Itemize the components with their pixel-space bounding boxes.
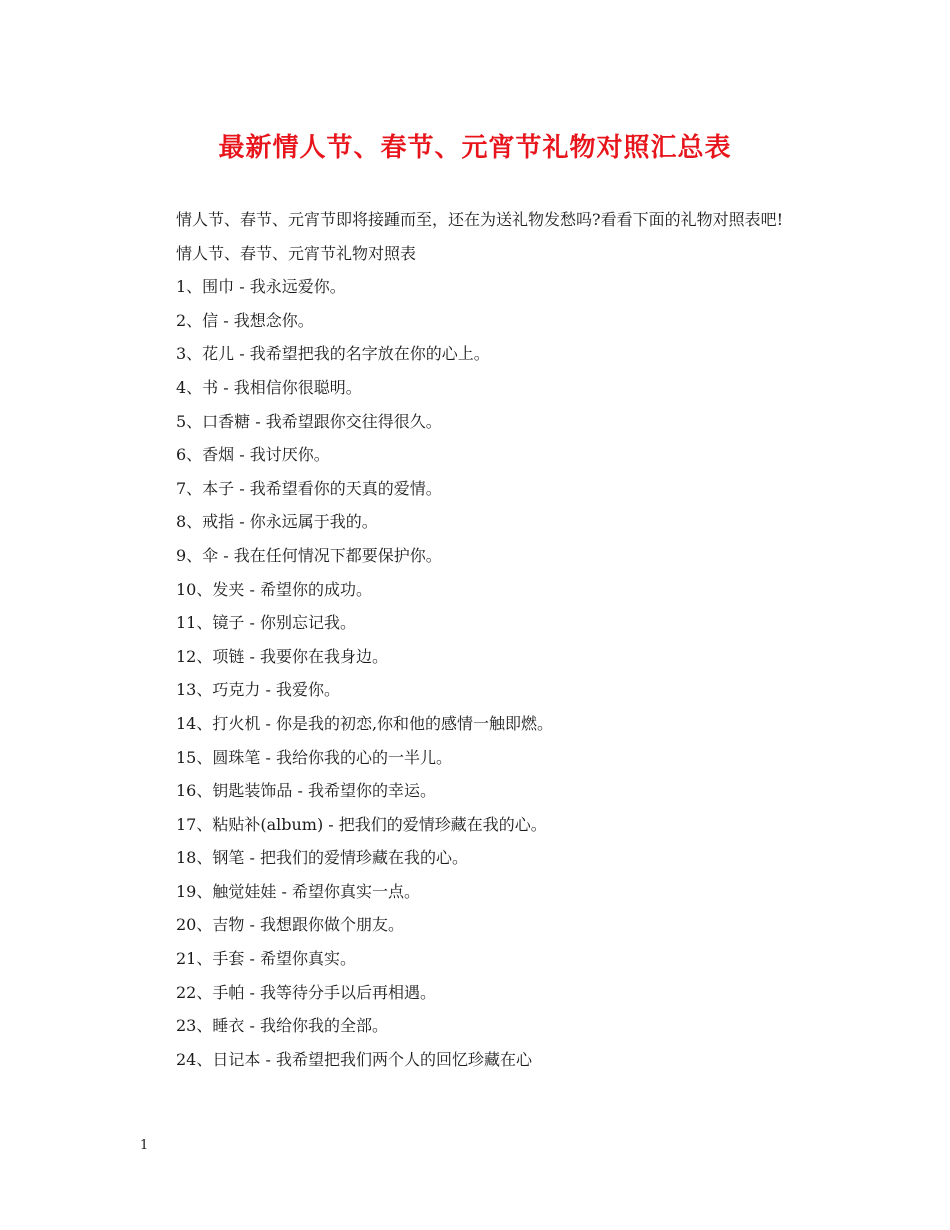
list-item: 5、口香糖 - 我希望跟你交往得很久。 xyxy=(176,411,442,431)
list-item: 12、项链 - 我要你在我身边。 xyxy=(176,646,388,666)
list-item: 16、钥匙装饰品 - 我希望你的幸运。 xyxy=(176,781,436,801)
list-item: 15、圆珠笔 - 我给你我的心的一半儿。 xyxy=(176,747,452,767)
list-item: 2、信 - 我想念你。 xyxy=(176,310,314,330)
list-heading: 情人节、春节、元宵节礼物对照表 xyxy=(176,243,417,263)
list-item: 8、戒指 - 你永远属于我的。 xyxy=(176,512,378,532)
list-item: 18、钢笔 - 把我们的爱情珍藏在我的心。 xyxy=(176,848,468,868)
list-item: 23、睡衣 - 我给你我的全部。 xyxy=(176,1016,388,1036)
list-item: 3、花儿 - 我希望把我的名字放在你的心上。 xyxy=(176,344,490,364)
list-item: 21、手套 - 希望你真实。 xyxy=(176,949,356,969)
list-item: 1、围巾 - 我永远爱你。 xyxy=(176,277,346,297)
document-title: 最新情人节、春节、元宵节礼物对照汇总表 xyxy=(218,133,732,163)
list-item: 20、吉物 - 我想跟你做个朋友。 xyxy=(176,915,404,935)
list-item: 22、手帕 - 我等待分手以后再相遇。 xyxy=(176,982,436,1002)
list-item: 24、日记本 - 我希望把我们两个人的回忆珍藏在心 xyxy=(176,1049,532,1069)
list-item: 4、书 - 我相信你很聪明。 xyxy=(176,377,362,397)
page-number: 1 xyxy=(140,1138,149,1153)
list-item: 13、巧克力 - 我爱你。 xyxy=(176,680,340,700)
list-item: 7、本子 - 我希望看你的天真的爱情。 xyxy=(176,478,442,498)
list-item: 10、发夹 - 希望你的成功。 xyxy=(176,579,372,599)
intro-paragraph: 情人节、春节、元宵节即将接踵而至，还在为送礼物发愁吗?看看下面的礼物对照表吧! xyxy=(176,210,784,229)
document-body xyxy=(140,203,810,1076)
list-item: 17、粘贴补(album) - 把我们的爱情珍藏在我的心。 xyxy=(176,814,547,834)
gift-list xyxy=(140,270,810,1076)
list-item: 9、伞 - 我在任何情况下都要保护你。 xyxy=(176,545,442,565)
list-item: 14、打火机 - 你是我的初恋,你和他的感情一触即燃。 xyxy=(176,713,554,733)
list-item: 6、香烟 - 我讨厌你。 xyxy=(176,445,330,465)
list-item: 19、触觉娃娃 - 希望你真实一点。 xyxy=(176,881,420,901)
list-item: 11、镜子 - 你别忘记我。 xyxy=(176,613,356,633)
